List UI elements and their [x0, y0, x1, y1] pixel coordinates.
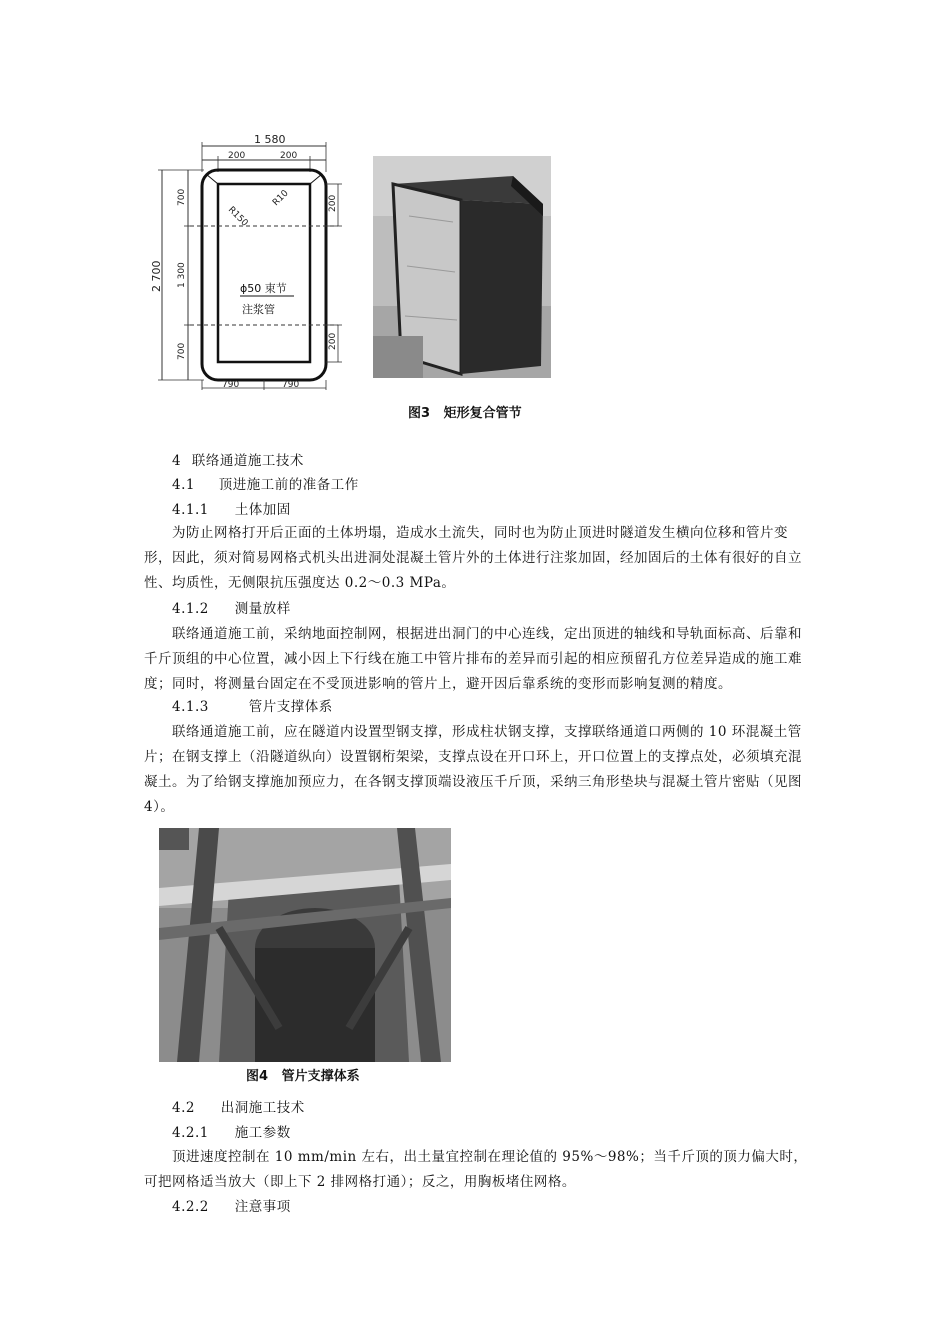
section-number: 4	[172, 453, 182, 469]
section-number: 4.2	[172, 1100, 195, 1116]
label-line2: 注浆管	[242, 303, 275, 316]
figure4-photo	[159, 828, 451, 1062]
section-number: 4.1.3	[172, 699, 209, 715]
section-4-1-2-heading	[172, 599, 291, 619]
radius-outer: R150	[225, 205, 250, 229]
dim-left-mid: 1 300	[177, 262, 187, 288]
section-4-heading	[172, 451, 304, 471]
dim-bottom-right: 790	[282, 380, 300, 390]
paragraph-4-1-1: 为防止网格打开后正面的土体坍塌，造成水土流失，同时也为防止顶进时隧道发生横向位移和管片变形，因此，须对简易网格式机头出进洞处混凝土管片外的土体进行注浆加固，经加固后的土体有很好的自立性、均质性，无侧限抗压强度达 0.2～0.3 MPa。	[144, 525, 802, 591]
section-4-2-2-heading	[172, 1197, 291, 1217]
figure3-caption: 图3 矩形复合管节	[408, 406, 522, 421]
section-number: 4.1.2	[172, 601, 209, 617]
section-title: 土体加固	[234, 502, 291, 518]
section-number: 4.1	[172, 477, 195, 493]
section-title: 出洞施工技术	[220, 1100, 305, 1116]
paragraph-4-1-2: 联络通道施工前，采纳地面控制网，根据进出洞门的中心连线，定出顶进的轴线和导轨面标高、后靠和千斤顶组的中心位置，减小因上下行线在施工中管片排布的差异而引起的相应预留孔方位差异造成的施工难度；同时，将测量台固定在不受顶进影响的管片上，避开因后靠系统的变形而影响复测的精度。	[144, 626, 802, 692]
dim-top-left: 200	[228, 151, 246, 161]
dim-total-height: 2 700	[150, 260, 163, 292]
section-4-2-1-heading	[172, 1123, 291, 1143]
section-title: 顶进施工前的准备工作	[218, 477, 359, 493]
section-title: 联络通道施工技术	[191, 453, 304, 469]
section-number: 4.2.1	[172, 1125, 209, 1141]
section-title: 管片支撑体系	[248, 699, 333, 715]
dim-top-right: 200	[280, 151, 298, 161]
dim-left-top: 700	[177, 188, 187, 206]
section-4-1-1-heading	[172, 500, 291, 520]
dim-right-bottom: 200	[328, 332, 338, 350]
section-4-2-heading	[172, 1098, 305, 1118]
section-number: 4.1.1	[172, 502, 209, 518]
figure3-photo	[373, 156, 551, 378]
dim-total-width: 1 580	[254, 133, 286, 146]
figure3-drawing	[148, 132, 348, 392]
paragraph-4-2-1: 顶进速度控制在 10 mm/min 左右，出土量宜控制在理论值的 95%～98%；当千斤顶的顶力偏大时，可把网格适当放大（即上下 2 排网格打通）；反之，用胸板堵住网格。	[144, 1149, 808, 1190]
radius-inner: R10	[271, 188, 291, 209]
section-title: 注意事项	[234, 1199, 291, 1215]
section-4-1-heading	[172, 475, 359, 495]
section-title: 测量放样	[234, 601, 291, 617]
dim-left-bottom: 700	[177, 342, 187, 360]
paragraph-4-1-3: 联络通道施工前，应在隧道内设置型钢支撑，形成柱状钢支撑，支撑联络通道口两侧的 10 环混凝土管片；在钢支撑上（沿隧道纵向）设置钢桁架梁，支撑点设在开口环上，开口位置上的支撑点处，必须填充混凝土。为了给钢支撑施加预应力，在各钢支撑顶端设液压千斤顶，采纳三角形垫块与混凝土管片密贴（见图 4）。	[144, 724, 802, 815]
section-number: 4.2.2	[172, 1199, 209, 1215]
dim-bottom-left: 790	[222, 380, 240, 390]
figure4-caption: 图4 管片支撑体系	[246, 1069, 360, 1084]
label-line1: ϕ50 束节	[240, 282, 287, 295]
section-title: 施工参数	[234, 1125, 291, 1141]
dim-right-top: 200	[328, 194, 338, 212]
section-4-1-3-heading	[172, 697, 333, 717]
